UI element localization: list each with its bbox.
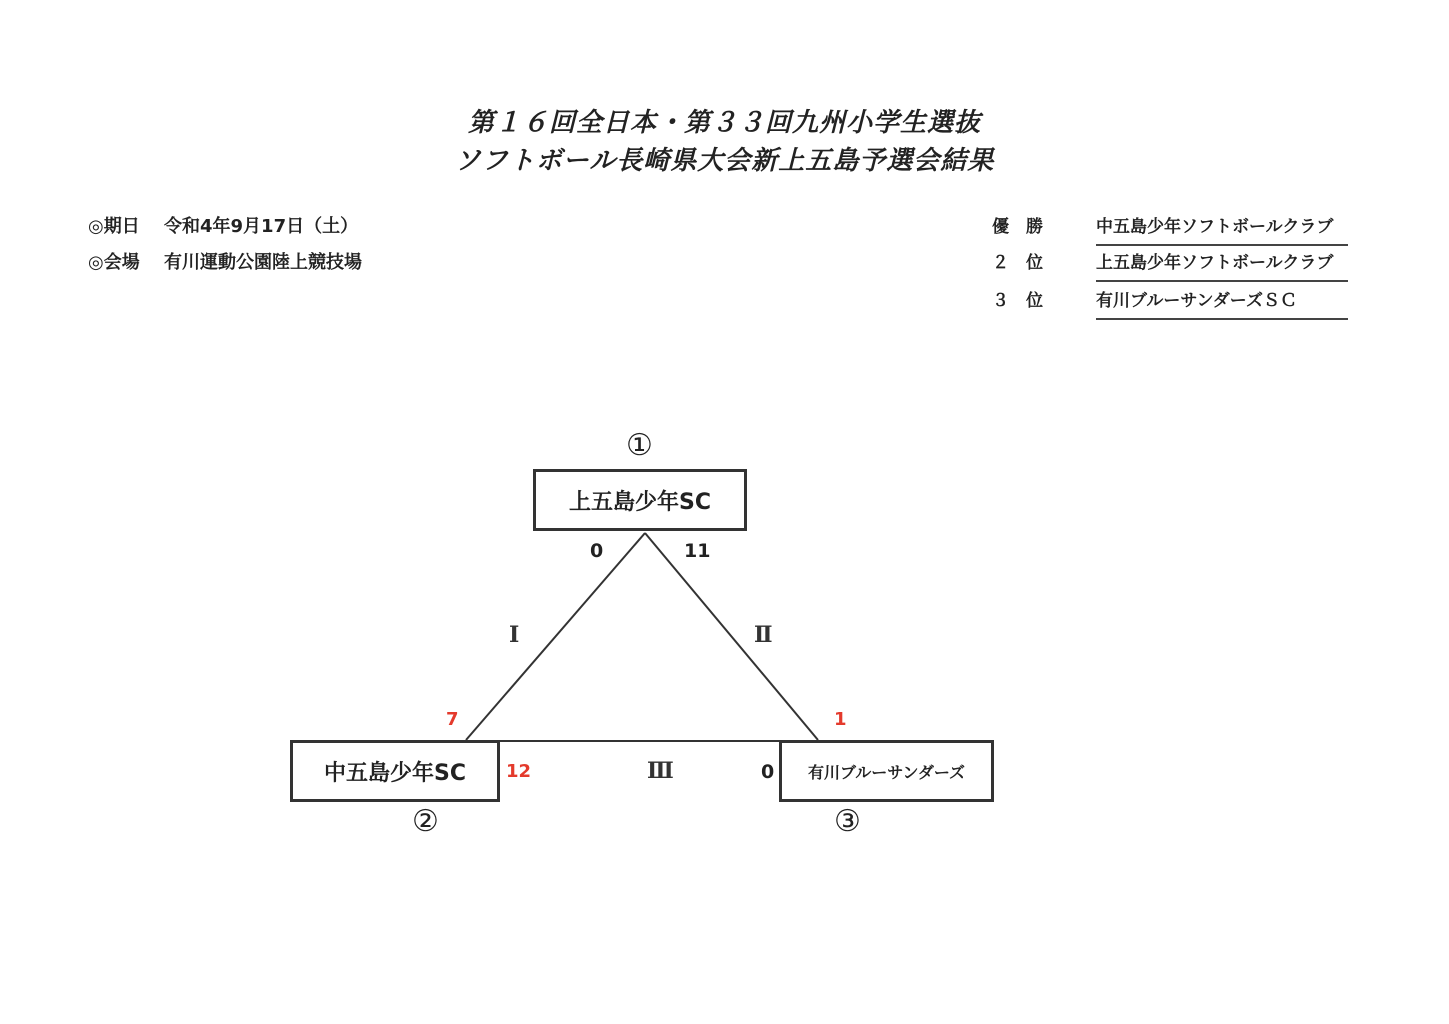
seed-number-1: ①: [626, 428, 653, 463]
date-label: ◎期日: [88, 216, 140, 237]
score-right-vs-left: 0: [761, 761, 775, 783]
line-game-1: [466, 533, 645, 740]
venue-value: 有川運動公園陸上競技場: [164, 252, 362, 273]
score-left-vs-right: 12: [506, 761, 532, 782]
score-top-vs-right: 11: [684, 540, 711, 562]
result-row: [992, 286, 1352, 322]
result-team: 上五島少年ソフトボールクラブ: [1096, 248, 1348, 282]
result-row: [992, 212, 1352, 248]
seed-number-3: ③: [834, 804, 861, 839]
result-rank: ２ 位: [992, 253, 1043, 273]
event-date: [88, 212, 358, 238]
game-label-1: Ⅰ: [509, 622, 520, 648]
seed-number-2: ②: [412, 804, 439, 839]
event-venue: [88, 248, 362, 274]
score-right-vs-top: 1: [834, 709, 847, 730]
venue-label: ◎会場: [88, 252, 140, 273]
game-label-2: Ⅱ: [754, 622, 773, 648]
team-box-left: 中五島少年SC: [290, 740, 500, 802]
line-game-2: [645, 533, 818, 740]
result-team: 有川ブルーサンダーズＳＣ: [1096, 286, 1348, 320]
result-team: 中五島少年ソフトボールクラブ: [1096, 212, 1348, 246]
result-row: [992, 248, 1352, 284]
result-rank: ３ 位: [992, 291, 1043, 311]
page-title-line-1: 第１６回全日本・第３３回九州小学生選抜: [467, 108, 981, 138]
game-label-3: Ⅲ: [647, 758, 674, 784]
date-value: 令和4年9月17日（土）: [164, 216, 359, 237]
team-box-right: 有川ブルーサンダーズ: [779, 740, 994, 802]
page-title-line-2: ソフトボール長崎県大会新上五島予選会結果: [454, 146, 995, 176]
score-top-vs-left: 0: [590, 540, 604, 562]
score-left-vs-top: 7: [446, 709, 459, 730]
result-rank: 優 勝: [992, 217, 1043, 237]
team-box-top: 上五島少年SC: [533, 469, 747, 531]
